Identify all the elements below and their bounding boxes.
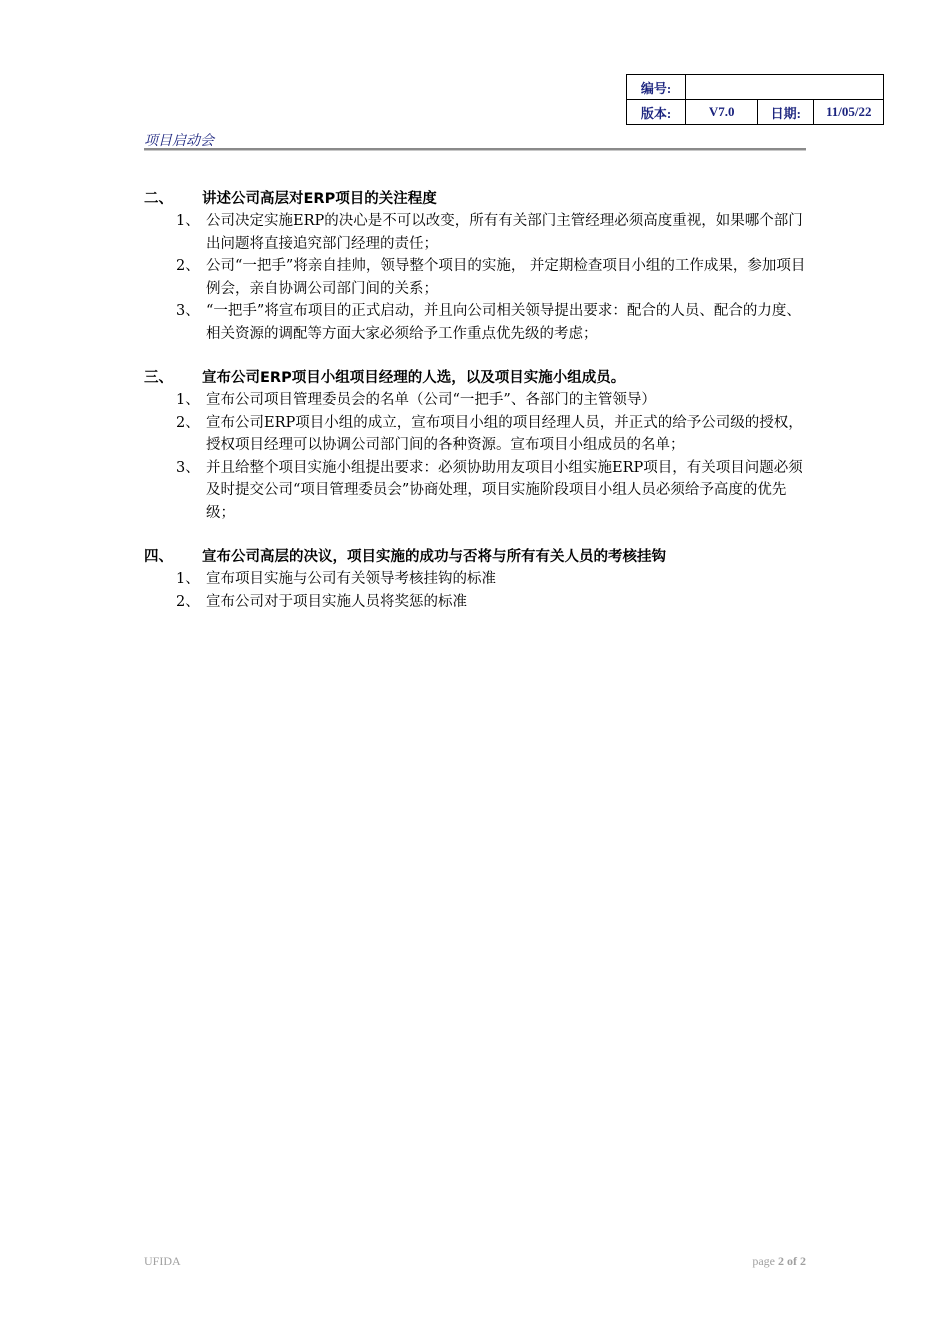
version-label: 版本: (627, 100, 686, 125)
item-text: 宣布项目实施与公司有关领导考核挂钩的标准 (206, 571, 496, 587)
date-value: 11/05/22 (814, 100, 884, 125)
list-item (144, 389, 824, 412)
item-number: 2、 (176, 593, 200, 610)
item-number: 1、 (176, 392, 200, 408)
page-prefix: page (752, 1254, 775, 1268)
section-title: 宣布公司ERP项目小组项目经理的人选，以及项目实施小组成员。 (202, 370, 626, 386)
footer-company: UFIDA (144, 1254, 181, 1268)
document-info-table (626, 74, 884, 125)
item-number: 3、 (176, 459, 200, 476)
item-text: “一把手”将宣布项目的正式启动，并且向公司相关领导提出要求：配合的人员、配合的力度、相关资源的调配等方面大家必须给予工作重点优先级的考虑； (206, 303, 801, 342)
list-item (144, 255, 824, 300)
section-title: 讲述公司高层对ERP项目的关注程度 (202, 191, 437, 207)
section-title: 宣布公司高层的决议，项目实施的成功与否将与所有有关人员的考核挂钩 (202, 549, 666, 565)
list-item (144, 300, 824, 345)
section-heading (144, 188, 824, 210)
document-body (144, 188, 824, 635)
item-number: 2、 (176, 414, 200, 431)
document-title: 项目启动会 (144, 133, 214, 149)
code-label: 编号: (627, 75, 686, 100)
section (144, 367, 824, 524)
list-item (144, 412, 824, 457)
item-text: 宣布公司对于项目实施人员将奖惩的标准 (206, 593, 467, 610)
list-item (144, 591, 824, 614)
list-item (144, 210, 824, 255)
item-number: 1、 (176, 213, 200, 229)
item-number: 3、 (176, 303, 200, 319)
list-item (144, 457, 824, 525)
item-text: 并且给整个项目实施小组提出要求：必须协助用友项目小组实施ERP项目，有关项目问题必须及时提交公司“项目管理委员会”协商处理，项目实施阶段项目小组人员必须给予高度的优先级； (206, 459, 803, 521)
section (144, 188, 824, 345)
section-number: 三、 (144, 370, 173, 386)
section-heading (144, 367, 824, 389)
date-label: 日期: (758, 100, 814, 125)
item-number: 1、 (176, 571, 200, 587)
code-value (686, 75, 884, 100)
section-heading (144, 546, 824, 568)
section (144, 546, 824, 613)
section-number: 二、 (144, 191, 173, 207)
page-of: of (787, 1254, 797, 1268)
item-text: 宣布公司项目管理委员会的名单（公司“一把手”、各部门的主管领导） (206, 392, 656, 408)
page-current: 2 (778, 1254, 784, 1268)
item-text: 宣布公司ERP项目小组的成立，宣布项目小组的项目经理人员，并正式的给予公司级的授权，授权项目经理可以协调公司部门间的各种资源。宣布项目小组成员的名单； (206, 414, 803, 453)
list-item (144, 568, 824, 591)
section-number: 四、 (144, 549, 173, 565)
footer-page-number (752, 1254, 806, 1269)
item-number: 2、 (176, 258, 200, 274)
header-divider (144, 148, 806, 151)
page-total: 2 (800, 1254, 806, 1268)
item-text: 公司“一把手”将亲自挂帅，领导整个项目的实施， 并定期检查项目小组的工作成果，参加项目例会，亲自协调公司部门间的关系； (206, 258, 806, 297)
item-text: 公司决定实施ERP的决心是不可以改变，所有有关部门主管经理必须高度重视，如果哪个部门出问题将直接追究部门经理的责任； (206, 213, 803, 252)
version-value: V7.0 (686, 100, 758, 125)
